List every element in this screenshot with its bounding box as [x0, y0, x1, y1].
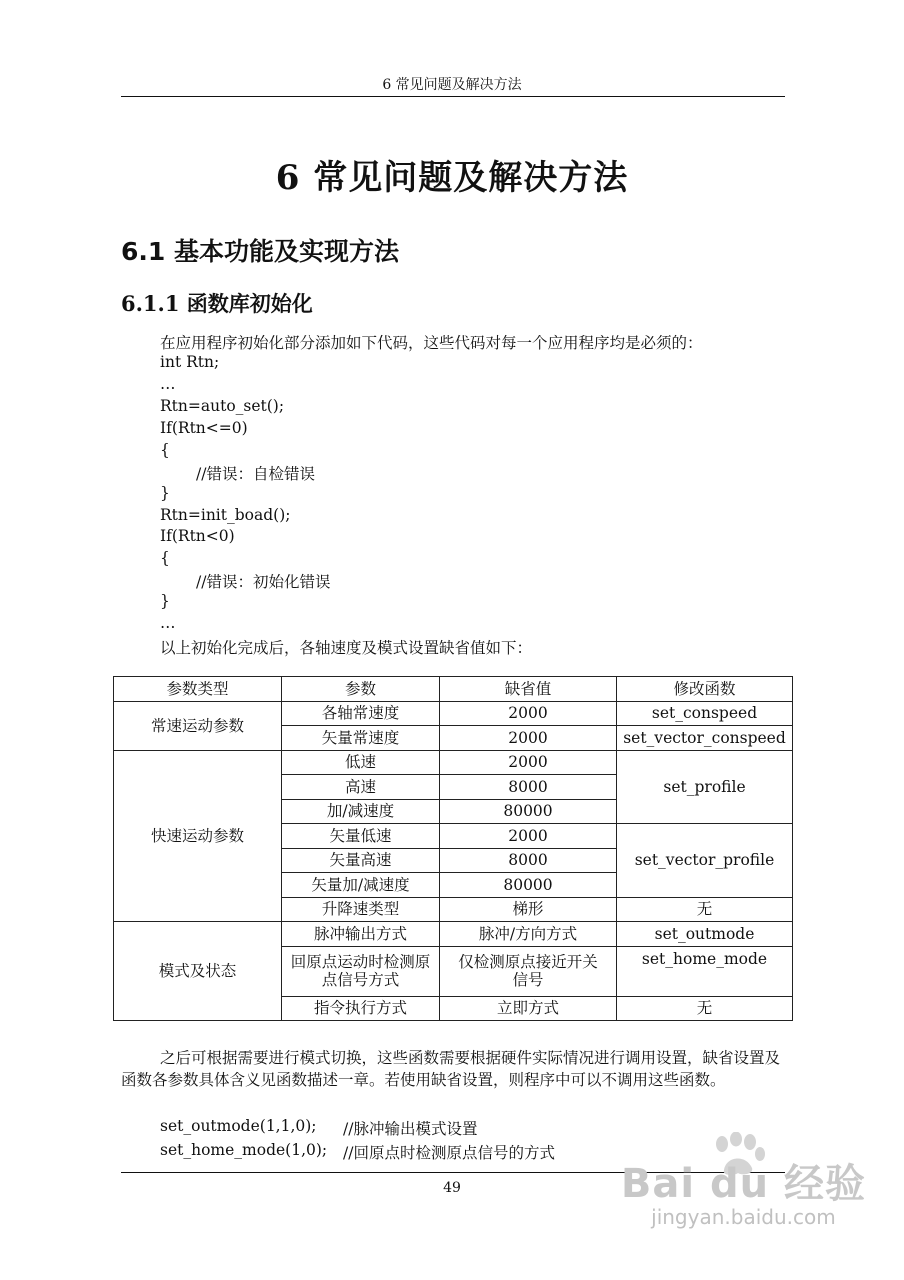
func-cell: 无: [617, 996, 793, 1021]
running-header: 6 常见问题及解决方法: [382, 77, 522, 93]
code-line: {: [160, 441, 170, 459]
watermark-url: jingyan.baidu.com: [651, 1205, 836, 1229]
default-cell: 梯形: [440, 897, 617, 922]
col-header-func: 修改函数: [617, 677, 793, 702]
page-number: 49: [443, 1180, 461, 1196]
param-cell: 脉冲输出方式: [282, 922, 440, 947]
func-cell: set_conspeed: [617, 701, 793, 726]
table-row: [114, 750, 793, 775]
default-settings-table: [113, 676, 793, 1021]
default-cell: 脉冲/方向方式: [440, 922, 617, 947]
default-cell: 2000: [440, 750, 617, 775]
example-code: set_outmode(1,1,0);: [160, 1117, 317, 1135]
param-cell: 低速: [282, 750, 440, 775]
func-cell: set_outmode: [617, 922, 793, 947]
default-cell: 80000: [440, 799, 617, 824]
intro-text: 在应用程序初始化部分添加如下代码，这些代码对每一个应用程序均是必须的：: [160, 334, 703, 352]
default-cell: 2000: [440, 726, 617, 751]
group-label: 模式及状态: [114, 922, 282, 1021]
subsection-title: 6.1.1 函数库初始化: [121, 291, 313, 316]
default-cell: 80000: [440, 873, 617, 898]
watermark: [621, 1152, 866, 1229]
code-line: }: [160, 592, 170, 610]
example-comment: //脉冲输出模式设置: [343, 1120, 478, 1138]
code-line: If(Rtn<=0): [160, 419, 248, 437]
default-cell: 8000: [440, 848, 617, 873]
default-cell: 2000: [440, 701, 617, 726]
example-code: set_home_mode(1,0);: [160, 1141, 328, 1159]
param-cell: 升降速类型: [282, 897, 440, 922]
body-paragraph: 之后可根据需要进行模式切换，这些函数需要根据硬件实际情况进行调用设置，缺省设置及函数各参数具体含义见函数描述一章。若使用缺省设置，则程序中可以不调用这些函数。: [121, 1049, 781, 1089]
param-cell: 矢量加/减速度: [282, 873, 440, 898]
default-cell: 立即方式: [440, 996, 617, 1021]
code-comment: //错误：初始化错误: [196, 573, 331, 591]
col-header-default: 缺省值: [440, 677, 617, 702]
func-cell: set_home_mode: [617, 946, 793, 996]
code-line: If(Rtn<0): [160, 527, 235, 545]
code-line: …: [160, 375, 176, 393]
col-header-type: 参数类型: [114, 677, 282, 702]
param-cell: 回原点运动时检测原点信号方式: [282, 946, 440, 996]
default-cell: 2000: [440, 824, 617, 849]
func-cell: 无: [617, 897, 793, 922]
code-line: Rtn=init_boad();: [160, 506, 291, 524]
param-cell: 矢量常速度: [282, 726, 440, 751]
param-cell: 高速: [282, 775, 440, 800]
func-cell: set_vector_profile: [617, 824, 793, 898]
param-cell: 矢量高速: [282, 848, 440, 873]
param-cell: 各轴常速度: [282, 701, 440, 726]
table-intro-text: 以上初始化完成后，各轴速度及模式设置缺省值如下：: [160, 639, 533, 657]
code-line: …: [160, 614, 176, 632]
group-label: 常速运动参数: [114, 701, 282, 750]
example-comment: //回原点时检测原点信号的方式: [343, 1144, 555, 1162]
func-cell: set_vector_conspeed: [617, 726, 793, 751]
param-cell: 指令执行方式: [282, 996, 440, 1021]
default-cell: 8000: [440, 775, 617, 800]
table-row: [114, 922, 793, 947]
chapter-title: 6 常见问题及解决方法: [275, 158, 629, 198]
param-cell: 矢量低速: [282, 824, 440, 849]
param-cell: 加/减速度: [282, 799, 440, 824]
table-header-row: [114, 677, 793, 702]
col-header-param: 参数: [282, 677, 440, 702]
section-title: 6.1 基本功能及实现方法: [121, 237, 399, 266]
func-cell: set_profile: [617, 750, 793, 824]
table-row: [114, 701, 793, 726]
default-cell: 仅检测原点接近开关信号: [440, 946, 617, 996]
code-line: Rtn=auto_set();: [160, 397, 285, 415]
code-comment: //错误：自检错误: [196, 465, 315, 483]
code-line: {: [160, 549, 170, 567]
code-line: int Rtn;: [160, 353, 220, 371]
group-label: 快速运动参数: [114, 750, 282, 922]
code-line: }: [160, 484, 170, 502]
header-rule: [121, 96, 785, 97]
watermark-logo: Bai du 经验: [620, 1161, 866, 1207]
